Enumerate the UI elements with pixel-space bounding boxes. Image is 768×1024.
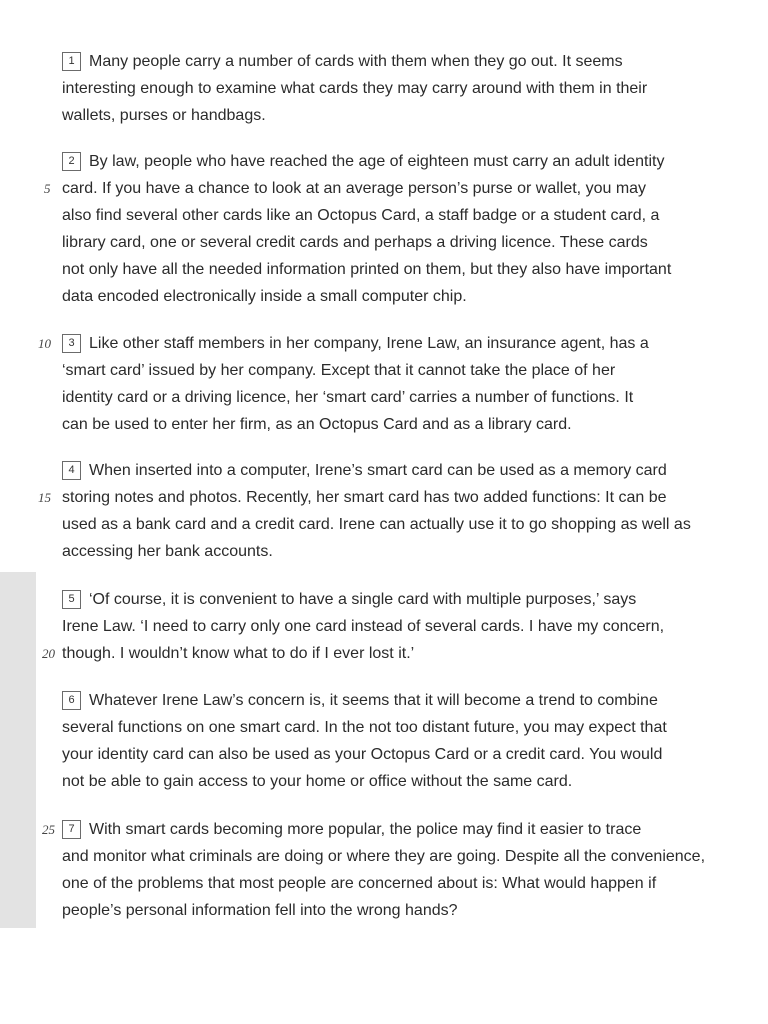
page-gutter-shading: [0, 572, 36, 928]
paragraph-line: though. I wouldn’t know what to do if I ever lost it.’: [62, 645, 415, 662]
paragraph-line: wallets, purses or handbags.: [62, 107, 266, 124]
paragraph-line: 3 Like other staff members in her company, Irene Law, an insurance agent, has a: [62, 330, 722, 357]
paragraph-line: identity card or a driving licence, her ‘smart card’ carries a number of functions. It: [62, 389, 634, 406]
paragraph-number-box: 4: [62, 461, 81, 480]
paragraph-line: storing notes and photos. Recently, her smart card has two added functions: It can be: [62, 489, 667, 506]
paragraph-line: people’s personal information fell into the wrong hands?: [62, 902, 458, 919]
paragraph-line: library card, one or several credit cards and perhaps a driving licence. These cards: [62, 234, 648, 251]
line-number-5: 5: [44, 181, 51, 196]
paragraph-7: [62, 816, 722, 924]
line-number-10: 10: [38, 336, 51, 351]
paragraph-number-box: 5: [62, 590, 81, 609]
paragraph-number-box: 2: [62, 152, 81, 171]
paragraph-line: not only have all the needed information printed on them, but they also have important: [62, 261, 672, 278]
paragraph-5: [62, 586, 722, 667]
paragraph-line: one of the problems that most people are concerned about is: What would happen if: [62, 875, 657, 892]
paragraph-line: can be used to enter her firm, as an Octopus Card and as a library card.: [62, 416, 572, 433]
paragraph-line: ‘smart card’ issued by her company. Except that it cannot take the place of her: [62, 362, 616, 379]
paragraph-number-box: 3: [62, 334, 81, 353]
paragraph-line: 6 Whatever Irene Law’s concern is, it seems that it will become a trend to combine: [62, 687, 722, 714]
paragraph-line: several functions on one smart card. In the not too distant future, you may expect that: [62, 719, 667, 736]
paragraph-line: also find several other cards like an Octopus Card, a staff badge or a student card, a: [62, 207, 660, 224]
paragraph-2: [62, 148, 722, 310]
paragraph-line: and monitor what criminals are doing or where they are going. Despite all the convenience,: [62, 848, 706, 865]
paragraph-line: Irene Law. ‘I need to carry only one card instead of several cards. I have my concern,: [62, 618, 665, 635]
paragraph-line: 2 By law, people who have reached the age of eighteen must carry an adult identity: [62, 148, 722, 175]
paragraph-line: 7 With smart cards becoming more popular, the police may find it easier to trace: [62, 816, 722, 843]
line-number-20: 20: [42, 646, 55, 661]
paragraph-line: not be able to gain access to your home or office without the same card.: [62, 773, 573, 790]
paragraph-number-box: 6: [62, 691, 81, 710]
paragraph-number-box: 1: [62, 52, 81, 71]
paragraph-4: [62, 457, 722, 565]
paragraph-number-box: 7: [62, 820, 81, 839]
paragraph-line: 4 When inserted into a computer, Irene’s smart card can be used as a memory card: [62, 457, 722, 484]
paragraph-3: [62, 330, 722, 438]
paragraph-line: data encoded electronically inside a small computer chip.: [62, 288, 467, 305]
line-number-25: 25: [42, 822, 55, 837]
line-number-15: 15: [38, 490, 51, 505]
paragraph-line: interesting enough to examine what cards they may carry around with them in their: [62, 80, 648, 97]
paragraph-line: 5 ‘Of course, it is convenient to have a single card with multiple purposes,’ says: [62, 586, 722, 613]
paragraph-line: your identity card can also be used as your Octopus Card or a credit card. You would: [62, 746, 663, 763]
paragraph-line: used as a bank card and a credit card. Irene can actually use it to go shopping as well as: [62, 516, 691, 533]
paragraph-line: accessing her bank accounts.: [62, 543, 273, 560]
paragraph-6: [62, 687, 722, 795]
paragraph-line: 1 Many people carry a number of cards with them when they go out. It seems: [62, 48, 722, 75]
paragraph-1: [62, 48, 722, 129]
paragraph-line: card. If you have a chance to look at an average person’s purse or wallet, you may: [62, 180, 647, 197]
